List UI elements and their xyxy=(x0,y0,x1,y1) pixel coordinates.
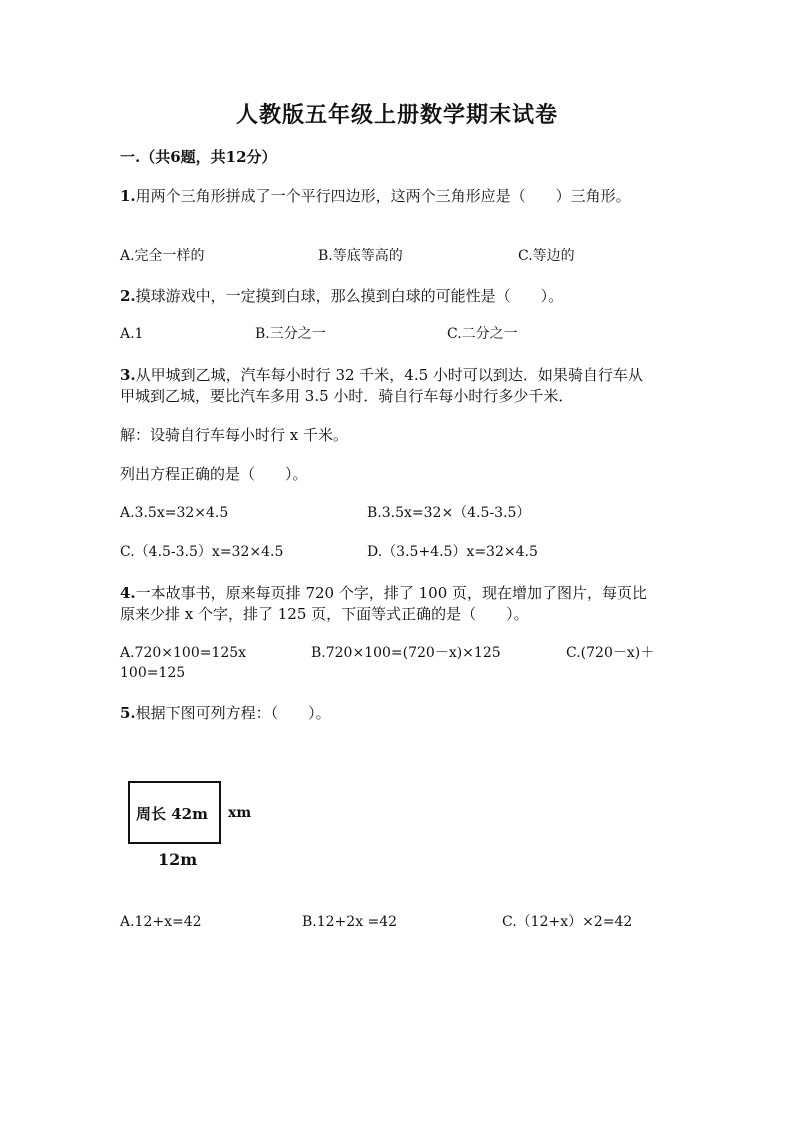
side-length-label: xm xyxy=(228,805,252,821)
question-number: 1. xyxy=(120,187,136,205)
question-text-line-1: 一本故事书，原来每页排 720 个字，排了 100 页，现在增加了图片，每页比 xyxy=(135,584,648,602)
question-number: 5. xyxy=(120,704,136,722)
question-3-prompt: 列出方程正确的是（ ）。 xyxy=(120,465,308,483)
q3-option-a: A.3.5x=32×4.5 xyxy=(120,505,229,521)
q4-option-c: C.(720－x)＋ xyxy=(566,645,655,661)
question-number: 3. xyxy=(120,366,136,384)
section-heading: 一.（共6题，共12分） xyxy=(120,148,277,166)
question-text: 用两个三角形拼成了一个平行四边形，这两个三角形应是（ ）三角形。 xyxy=(135,187,631,205)
q2-option-c: C.二分之一 xyxy=(447,326,518,342)
rectangle-figure xyxy=(126,779,276,875)
q2-option-a: A.1 xyxy=(120,326,144,342)
question-text: 根据下图可列方程：（ ）。 xyxy=(135,704,331,722)
perimeter-label: 周长 42m xyxy=(136,805,208,823)
question-2 xyxy=(120,285,680,307)
question-4-line-2: 原来少排 x 个字，排了 125 页，下面等式正确的是（ ）。 xyxy=(120,605,529,623)
question-3-solution: 解：设骑自行车每小时行 x 千米。 xyxy=(120,426,348,444)
question-3-line-2: 甲城到乙城，要比汽车多用 3.5 小时．骑自行车每小时行多少千米． xyxy=(120,387,574,405)
question-1 xyxy=(120,185,680,207)
q3-option-c: C.（4.5-3.5）x=32×4.5 xyxy=(120,544,284,560)
q1-option-a: A.完全一样的 xyxy=(120,248,205,264)
q3-option-b: B.3.5x=32×（4.5-3.5） xyxy=(367,505,531,521)
q2-option-b: B.三分之一 xyxy=(255,326,326,342)
bottom-length-label: 12m xyxy=(158,850,198,869)
question-number: 4. xyxy=(120,584,136,602)
question-number: 2. xyxy=(120,287,136,305)
question-4 xyxy=(120,582,680,604)
q1-option-c: C.等边的 xyxy=(518,248,575,264)
question-3 xyxy=(120,364,680,386)
question-5 xyxy=(120,702,680,724)
q4-option-a: A.720×100=125x xyxy=(120,645,247,661)
q5-option-b: B.12+2x =42 xyxy=(302,914,398,930)
page-title: 人教版五年级上册数学期末试卷 xyxy=(235,102,558,128)
q5-option-a: A.12+x=42 xyxy=(120,914,202,930)
q4-option-b: B.720×100=(720－x)×125 xyxy=(311,645,501,661)
question-text: 摸球游戏中，一定摸到白球，那么摸到白球的可能性是（ ）。 xyxy=(135,287,564,305)
q3-option-d: D.（3.5+4.5）x=32×4.5 xyxy=(367,544,538,560)
q1-option-b: B.等底等高的 xyxy=(318,248,403,264)
q5-option-c: C.（12+x）×2=42 xyxy=(502,914,633,930)
question-text-line-1: 从甲城到乙城，汽车每小时行 32 千米，4.5 小时可以到达．如果骑自行车从 xyxy=(135,366,643,384)
q4-option-c-continued: 100=125 xyxy=(120,665,186,681)
